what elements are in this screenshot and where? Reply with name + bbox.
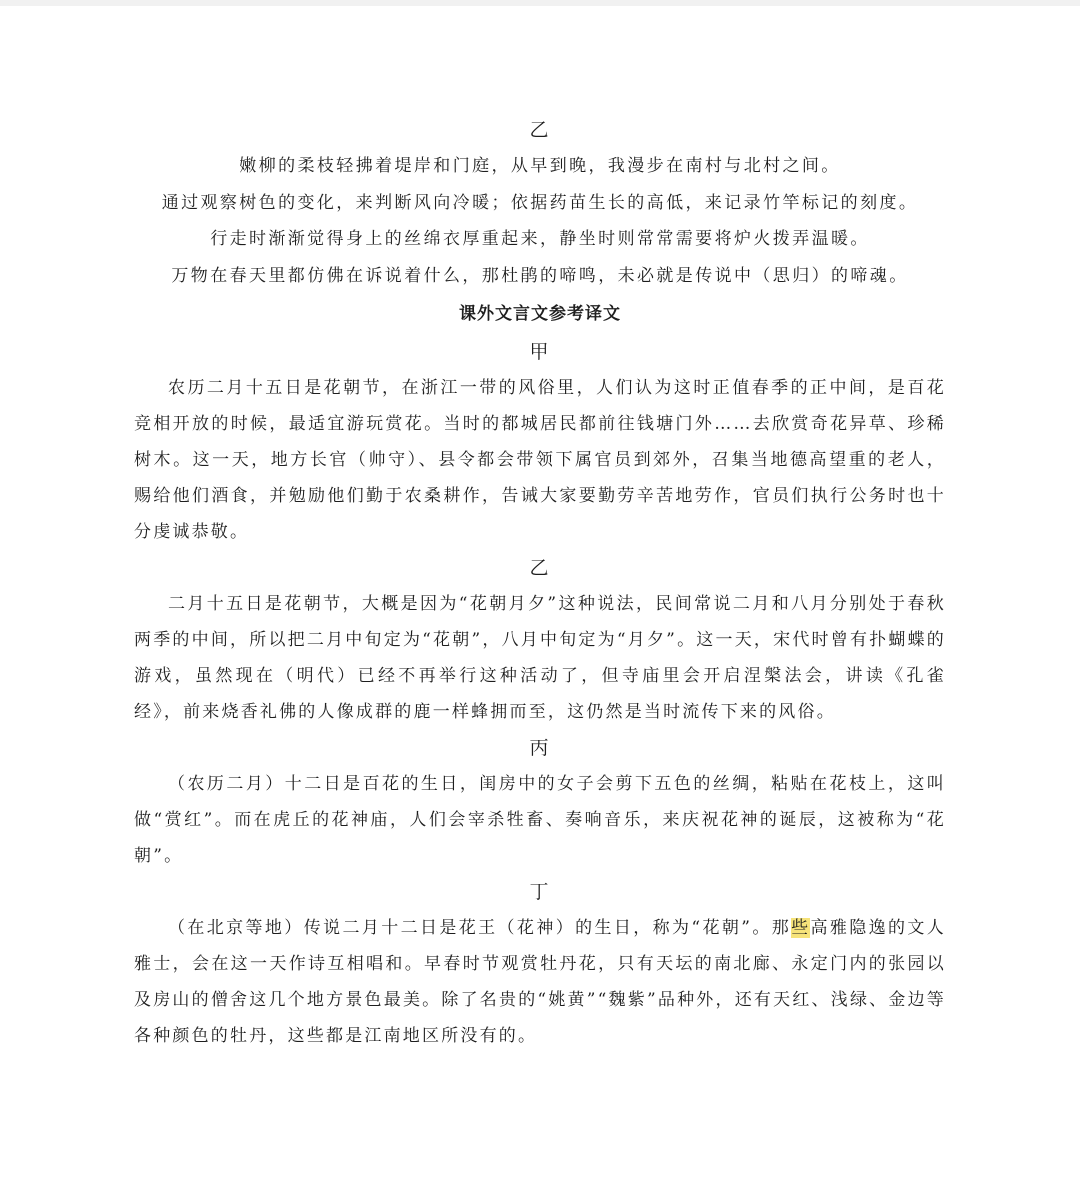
translation-heading: 课外文言文参考译文 [459,304,621,324]
section-label-bing: 丙 [529,737,551,759]
poem-line-4: 万物在春天里都仿佛在诉说着什么，那杜鹃的啼鸣，未必就是传说中（思归）的啼魂。 [171,265,909,286]
poem-section-label: 乙 [529,119,551,141]
document-page [134,112,946,1054]
paragraph-yi: 二月十五日是花朝节，大概是因为“花朝月夕”这种说法，民间常说二月和八月分别处于春秋两季的中间，所以把二月中旬定为“花朝”，八月中旬定为“月夕”。这一天，宋代时曾有扑蝴蝶的游戏，虽然现在（明代）已经不再举行这种活动了，但寺庙里会开启涅槃法会，讲读《孔雀经》，前来烧香礼佛的人像成群的鹿一样蜂拥而至，这仍然是当时流传下来的风俗。 [134,594,946,722]
paragraph-ding-part2: 高雅隐逸的文人雅士，会在这一天作诗互相唱和。早春时节观赏牡丹花，只有天坛的南北廊、永定门内的张园以及房山的僧舍这几个地方景色最美。除了名贵的“姚黄”“魏紫”品种外，还有天红、浅绿、金边等各种颜色的牡丹，这些都是江南地区所没有的。 [134,918,946,1046]
poem-line-2: 通过观察树色的变化，来判断风向冷暖；依据药苗生长的高低，来记录竹竿标记的刻度。 [161,192,919,213]
paragraph-ding-part1: （在北京等地）传说二月十二日是花王（花神）的生日，称为“花朝”。那 [168,918,792,938]
paragraph-jia: 农历二月十五日是花朝节，在浙江一带的风俗里，人们认为这时正值春季的正中间，是百花竞相开放的时候，最适宜游玩赏花。当时的都城居民都前往钱塘门外……去欣赏奇花异草、珍稀树木。这一天，地方长官（帅守）、县令都会带领下属官员到郊外，召集当地德高望重的老人，赐给他们酒食，并勉励他们勤于农桑耕作，告诫大家要勤劳辛苦地劳作，官员们执行公务时也十分虔诚恭敬。 [134,378,946,542]
poem-line-1: 嫩柳的柔枝轻拂着堤岸和门庭，从早到晚，我漫步在南村与北村之间。 [239,156,841,176]
poem-line-3: 行走时渐渐觉得身上的丝绵衣厚重起来，静坐时则常常需要将炉火拨弄温暖。 [210,229,870,249]
highlighted-char: 些 [791,918,811,938]
section-label-yi: 乙 [529,557,551,579]
section-label-ding: 丁 [529,881,551,903]
section-label-jia: 甲 [529,341,551,363]
paragraph-bing: （农历二月）十二日是百花的生日，闺房中的女子会剪下五色的丝绸，粘贴在花枝上，这叫做“赏红”。而在虎丘的花神庙，人们会宰杀牲畜、奏响音乐，来庆祝花神的诞辰，这被称为“花朝”。 [134,774,946,866]
top-bar [0,0,1080,6]
paragraph-ding [134,910,946,1054]
